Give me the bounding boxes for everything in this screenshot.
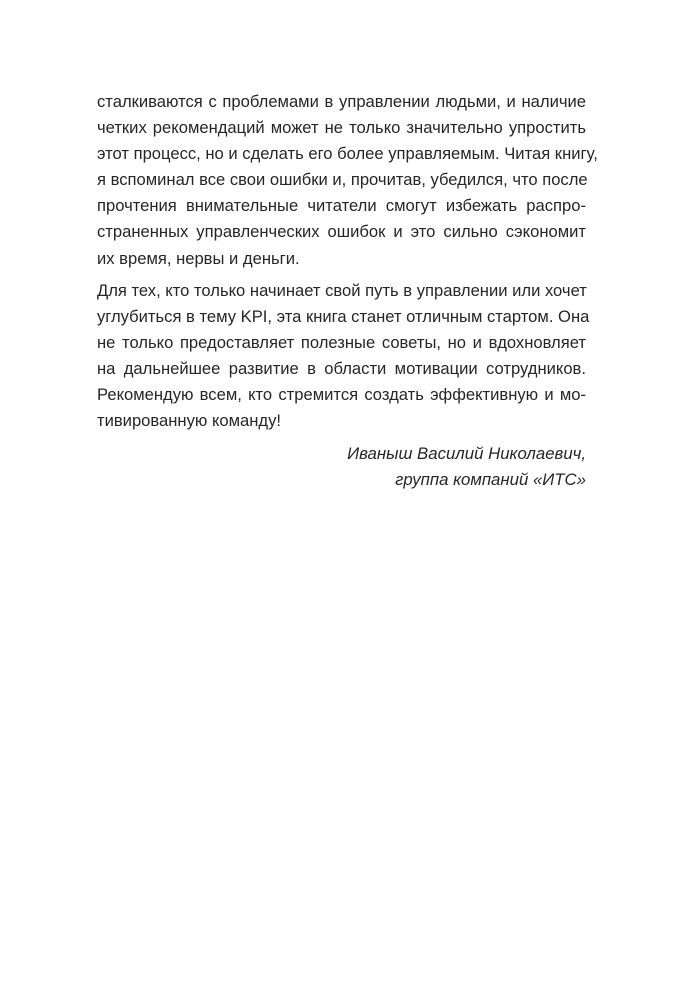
text-line: прочтения внимательные читатели смогут избежать распро-	[97, 196, 586, 216]
text-line: сталкиваются с проблемами в управлении людьми, и наличие	[97, 92, 586, 111]
paragraph-2	[97, 278, 590, 435]
text-line: четких рекомендаций может не только значительно упростить	[97, 118, 586, 138]
paragraph-1	[97, 89, 598, 272]
text-line: не только предоставляет полезные советы, но и вдохновляет	[97, 333, 586, 353]
text-line: этот процесс, но и сделать его более управляемым. Читая книгу,	[97, 144, 598, 164]
signature	[256, 441, 586, 493]
signature-organization: группа компаний «ИТС»	[395, 470, 586, 490]
text-line: я вспоминал все свои ошибки и, прочитав, убедился, что после	[97, 170, 588, 190]
text-line: Рекомендую всем, кто стремится создать эффективную и мо-	[97, 385, 586, 405]
text-line: на дальнейшее развитие в области мотивации сотрудников.	[97, 359, 586, 379]
signature-name: Иваныш Василий Николаевич,	[347, 444, 586, 463]
text-line: Для тех, кто только начинает свой путь в управлении или хочет	[97, 281, 587, 300]
text-line: тивированную команду!	[97, 411, 282, 431]
text-line: углубиться в тему KPI, эта книга станет отличным стартом. Она	[97, 307, 590, 327]
text-line: страненных управленческих ошибок и это сильно сэкономит	[97, 222, 586, 242]
text-line: их время, нервы и деньги.	[97, 248, 300, 268]
